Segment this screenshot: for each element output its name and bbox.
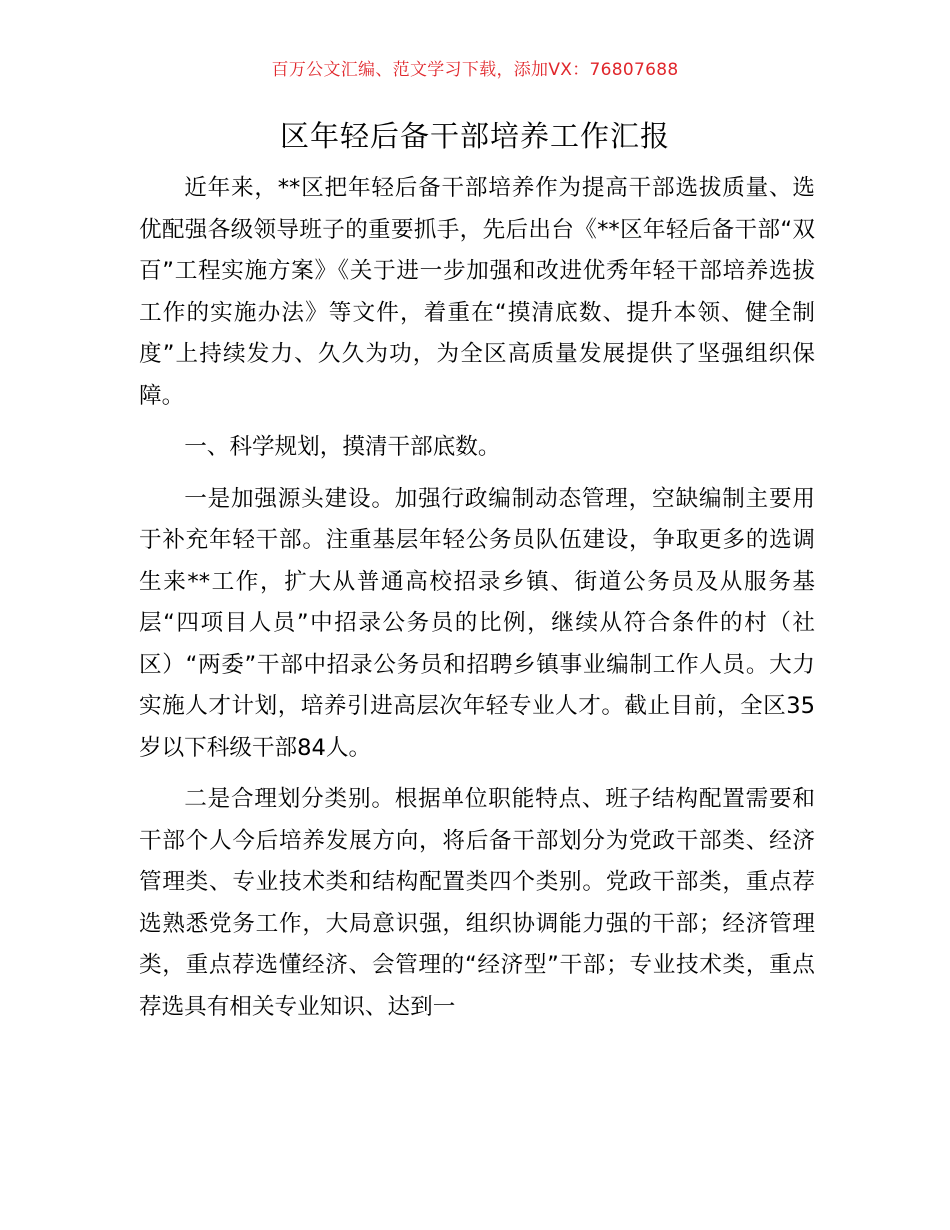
document-body: [139, 168, 815, 1038]
promo-banner: 百万公文汇编、范文学习下载，添加VX：76807688: [271, 60, 679, 80]
section-heading-1: 一、科学规划，摸清干部底数。: [184, 434, 501, 460]
paragraph-source-building: 一是加强源头建设。加强行政编制动态管理，空缺编制主要用于补充年轻干部。注重基层年轻公务员队伍建设，争取更多的选调生来**工作，扩大从普通高校招录乡镇、街道公务员及从服务基层“四项目人员”中招录公务员的比例，继续从符合条件的村（社区）“两委”干部中招录公务员和招聘乡镇事业编制工作人员。大力实施人才计划，培养引进高层次年轻专业人才。截止目前，全区35岁以下科级干部84人。: [139, 485, 815, 761]
intro-paragraph: 近年来，**区把年轻后备干部培养作为提高干部选拔质量、选优配强各级领导班子的重要抓手，先后出台《**区年轻后备干部“双百”工程实施方案》《关于进一步加强和改进优秀年轻干部培养选拔工作的实施办法》等文件，着重在“摸清底数、提升本领、健全制度”上持续发力、久久为功，为全区高质量发展提供了坚强组织保障。: [139, 175, 815, 409]
paragraph-category-division: 二是合理划分类别。根据单位职能特点、班子结构配置需要和干部个人今后培养发展方向，将后备干部划分为党政干部类、经济管理类、专业技术类和结构配置类四个类别。党政干部类，重点荐选熟悉党务工作，大局意识强，组织协调能力强的干部；经济管理类，重点荐选懂经济、会管理的“经济型”干部；专业技术类，重点荐选具有相关专业知识、达到一: [139, 786, 815, 1020]
document-title: 区年轻后备干部培养工作汇报: [279, 119, 670, 153]
